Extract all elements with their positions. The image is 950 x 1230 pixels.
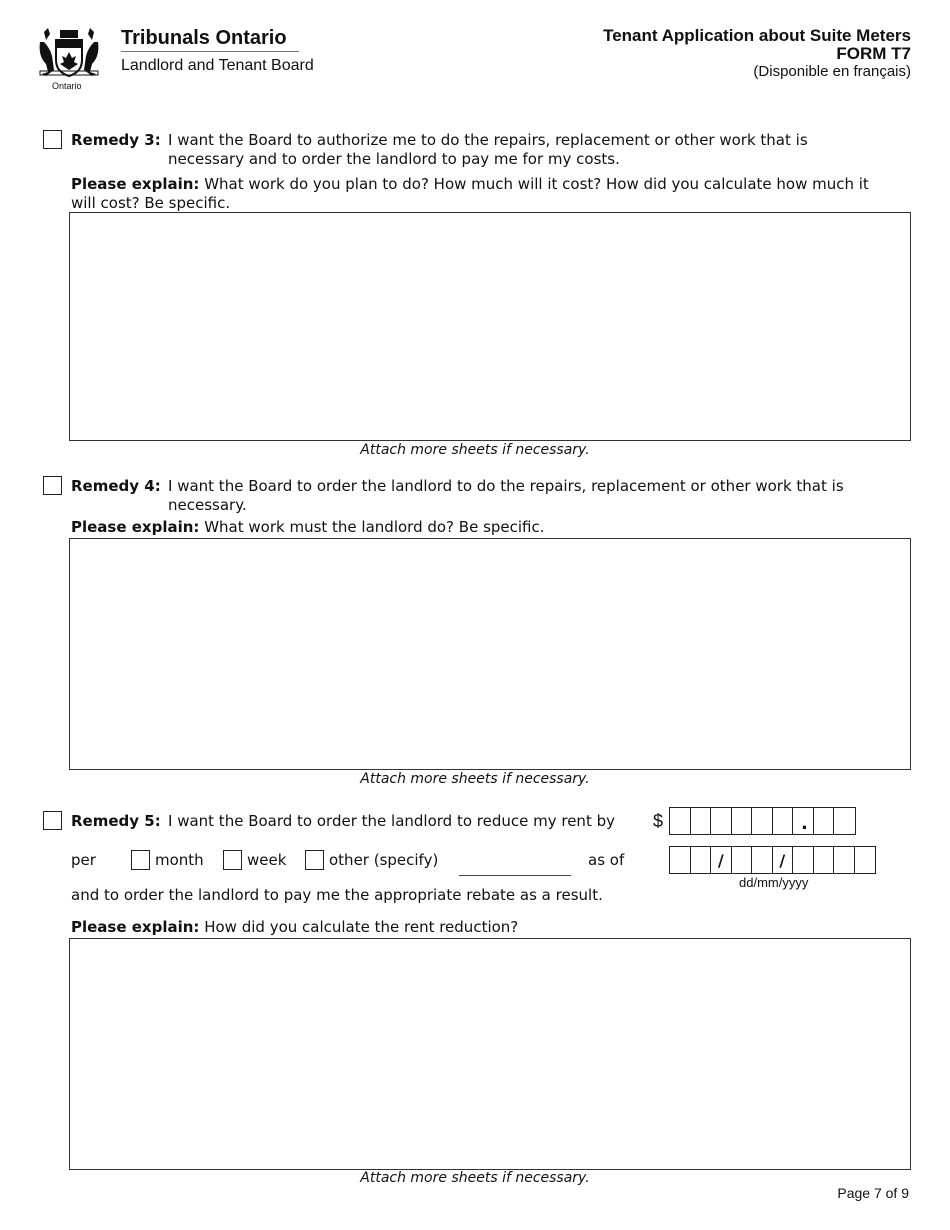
as-of-date-field[interactable] xyxy=(669,846,876,874)
remedy5-explain-text: How did you calculate the rent reduction? xyxy=(204,918,519,936)
remedy3-explain-text-2: will cost? Be specific. xyxy=(71,194,231,212)
currency-symbol: $ xyxy=(653,811,664,831)
week-checkbox[interactable] xyxy=(223,850,242,870)
date-year-cell[interactable] xyxy=(814,847,835,873)
amount-digit-cell[interactable] xyxy=(691,808,712,834)
form-number: FORM T7 xyxy=(836,44,911,63)
week-label: week xyxy=(247,851,287,869)
month-checkbox[interactable] xyxy=(131,850,150,870)
other-checkbox[interactable] xyxy=(305,850,324,870)
crest-label: Ontario xyxy=(52,81,82,91)
remedy4-checkbox[interactable] xyxy=(43,476,62,495)
remedy4-text-2: necessary. xyxy=(168,496,247,514)
as-of-label: as of xyxy=(588,851,625,869)
remedy3-explain-text: What work do you plan to do? How much will it cost? How did you calculate how much it xyxy=(204,175,869,193)
remedy3-text-2: necessary and to order the landlord to pay me for my costs. xyxy=(168,150,620,168)
per-label: per xyxy=(71,851,96,869)
date-year-cell[interactable] xyxy=(855,847,876,873)
date-month-cell[interactable] xyxy=(752,847,773,873)
amount-cents-cell[interactable] xyxy=(814,808,835,834)
remedy3-explain-label: Please explain: xyxy=(71,175,200,193)
amount-digit-cell[interactable] xyxy=(752,808,773,834)
remedy5-explain-label: Please explain: xyxy=(71,918,200,936)
date-separator xyxy=(711,847,732,873)
other-specify-field[interactable] xyxy=(459,875,571,876)
date-separator xyxy=(773,847,794,873)
month-label: month xyxy=(155,851,204,869)
remedy5-explain-textarea[interactable] xyxy=(69,938,911,1170)
date-year-cell[interactable] xyxy=(834,847,855,873)
remedy5-label: Remedy 5: xyxy=(71,812,161,830)
remedy3-checkbox[interactable] xyxy=(43,130,62,149)
date-format-hint: dd/mm/yyyy xyxy=(739,875,809,890)
date-year-cell[interactable] xyxy=(793,847,814,873)
rent-reduction-amount-field[interactable] xyxy=(669,807,856,835)
remedy3-explain xyxy=(71,175,911,194)
board-name: Landlord and Tenant Board xyxy=(121,57,314,74)
date-day-cell[interactable] xyxy=(670,847,691,873)
amount-digit-cell[interactable] xyxy=(711,808,732,834)
page-number: Page 7 of 9 xyxy=(837,1185,909,1201)
amount-digit-cell[interactable] xyxy=(670,808,691,834)
remedy4-explain-label: Please explain: xyxy=(71,518,200,536)
header-divider xyxy=(121,51,299,52)
remedy4-attach-note: Attach more sheets if necessary. xyxy=(360,771,590,787)
remedy3-label: Remedy 3: xyxy=(71,131,161,149)
remedy3-attach-note: Attach more sheets if necessary. xyxy=(360,442,590,458)
remedy4-explain xyxy=(71,518,545,537)
other-label: other (specify) xyxy=(329,851,439,869)
remedy4-explain-text: What work must the landlord do? Be specific. xyxy=(204,518,545,536)
date-day-cell[interactable] xyxy=(691,847,712,873)
date-month-cell[interactable] xyxy=(732,847,753,873)
decimal-point: . xyxy=(801,813,808,834)
remedy3-text-1: I want the Board to authorize me to do the repairs, replacement or other work that is xyxy=(168,131,808,149)
amount-digit-cell[interactable] xyxy=(773,808,794,834)
remedy4-explain-textarea[interactable] xyxy=(69,538,911,770)
remedy5-text: I want the Board to order the landlord to reduce my rent by xyxy=(168,812,615,830)
amount-cents-cell[interactable] xyxy=(834,808,855,834)
remedy4-text-1: I want the Board to order the landlord to do the repairs, replacement or other work that is xyxy=(168,477,844,495)
form-title: Tenant Application about Suite Meters xyxy=(603,26,911,45)
remedy5-checkbox[interactable] xyxy=(43,811,62,830)
remedy5-attach-note: Attach more sheets if necessary. xyxy=(360,1170,590,1186)
remedy4-label: Remedy 4: xyxy=(71,477,161,495)
remedy5-explain xyxy=(71,918,518,937)
org-name: Tribunals Ontario xyxy=(121,27,287,49)
amount-digit-cell[interactable] xyxy=(732,808,753,834)
rebate-text: and to order the landlord to pay me the appropriate rebate as a result. xyxy=(71,886,603,904)
date-slash: / xyxy=(717,850,724,870)
date-slash: / xyxy=(779,850,786,870)
amount-digit-cell[interactable] xyxy=(793,808,814,834)
french-availability: (Disponible en français) xyxy=(753,63,911,80)
remedy3-explain-textarea[interactable] xyxy=(69,212,911,441)
